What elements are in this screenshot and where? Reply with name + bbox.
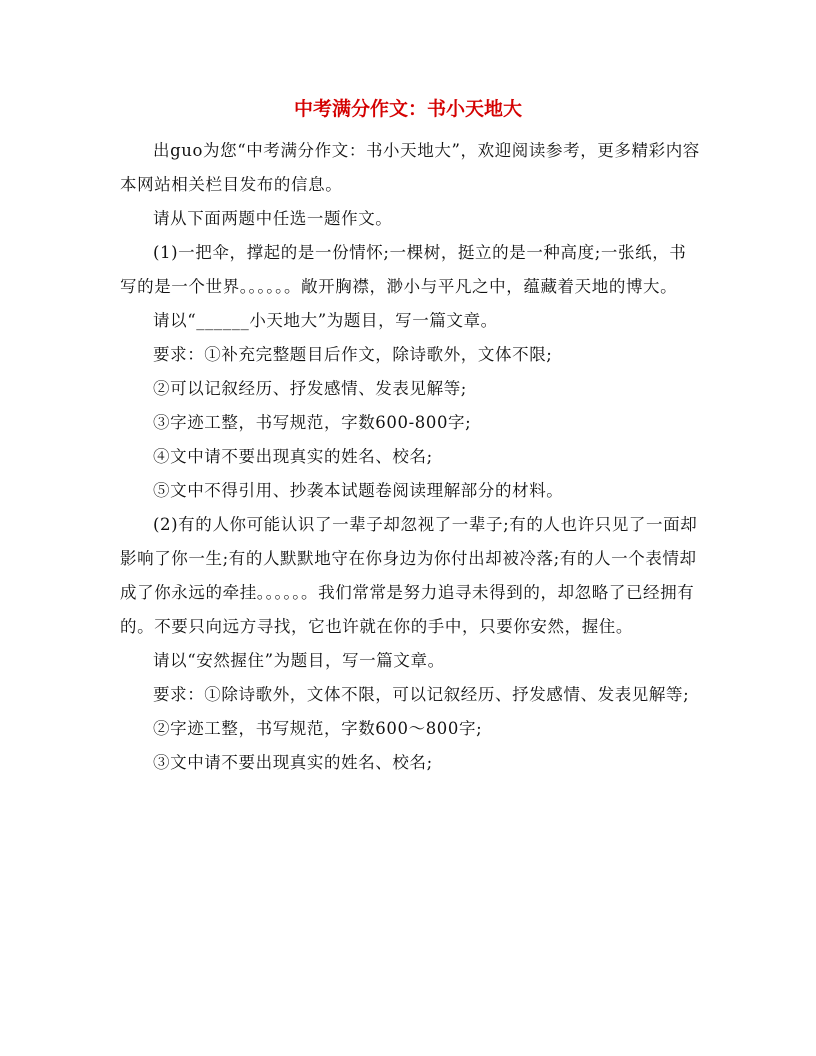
paragraph-requirement-2-1: 要求：①除诗歌外，文体不限，可以记叙经历、抒发感情、发表见解等; bbox=[153, 685, 690, 704]
paragraph-intro: 出guo为您“中考满分作文：书小天地大”，欢迎阅读参考，更多精彩内容本网站相关栏目发布的信息。 bbox=[120, 141, 700, 194]
paragraph-requirement-2-3: ③文中请不要出现真实的姓名、校名; bbox=[153, 753, 433, 772]
paragraph-requirement-1-2: ②可以记叙经历、抒发感情、发表见解等; bbox=[153, 379, 467, 398]
paragraph-topic-2: (2)有的人你可能认识了一辈子却忽视了一辈子;有的人也许只见了一面却影响了你一生;有的人默默地守在你身边为你付出却被冷落;有的人一个表情却成了你永远的牵挂。。。。。。我们常常是努力追寻未得到的，却忽略了已经拥有的。不要只向远方寻找，它也许就在你的手中，只要你安然，握住。 bbox=[120, 515, 698, 636]
paragraph-title-2: 请以“安然握住”为题目，写一篇文章。 bbox=[153, 651, 445, 670]
paragraph-requirement-1-1: 要求：①补充完整题目后作文，除诗歌外，文体不限; bbox=[153, 345, 553, 364]
document-title: 中考满分作文：书小天地大 bbox=[293, 98, 522, 120]
paragraph-requirement-1-5: ⑤文中不得引用、抄袭本试题卷阅读理解部分的材料。 bbox=[153, 481, 564, 500]
paragraph-instruction: 请从下面两题中任选一题作文。 bbox=[153, 209, 393, 228]
paragraph-requirement-1-3: ③字迹工整，书写规范，字数600-800字; bbox=[153, 413, 472, 432]
document-body bbox=[120, 134, 700, 780]
paragraph-title-1: 请以“______小天地大”为题目，写一篇文章。 bbox=[153, 311, 498, 330]
paragraph-topic-1: (1)一把伞，撑起的是一份情怀;一棵树，挺立的是一种高度;一张纸，书写的是一个世界。。。。。。敞开胸襟，渺小与平凡之中，蕴藏着天地的博大。 bbox=[120, 243, 687, 296]
paragraph-requirement-2-2: ②字迹工整，书写规范，字数600～800字; bbox=[153, 719, 483, 738]
paragraph-requirement-1-4: ④文中请不要出现真实的姓名、校名; bbox=[153, 447, 433, 466]
